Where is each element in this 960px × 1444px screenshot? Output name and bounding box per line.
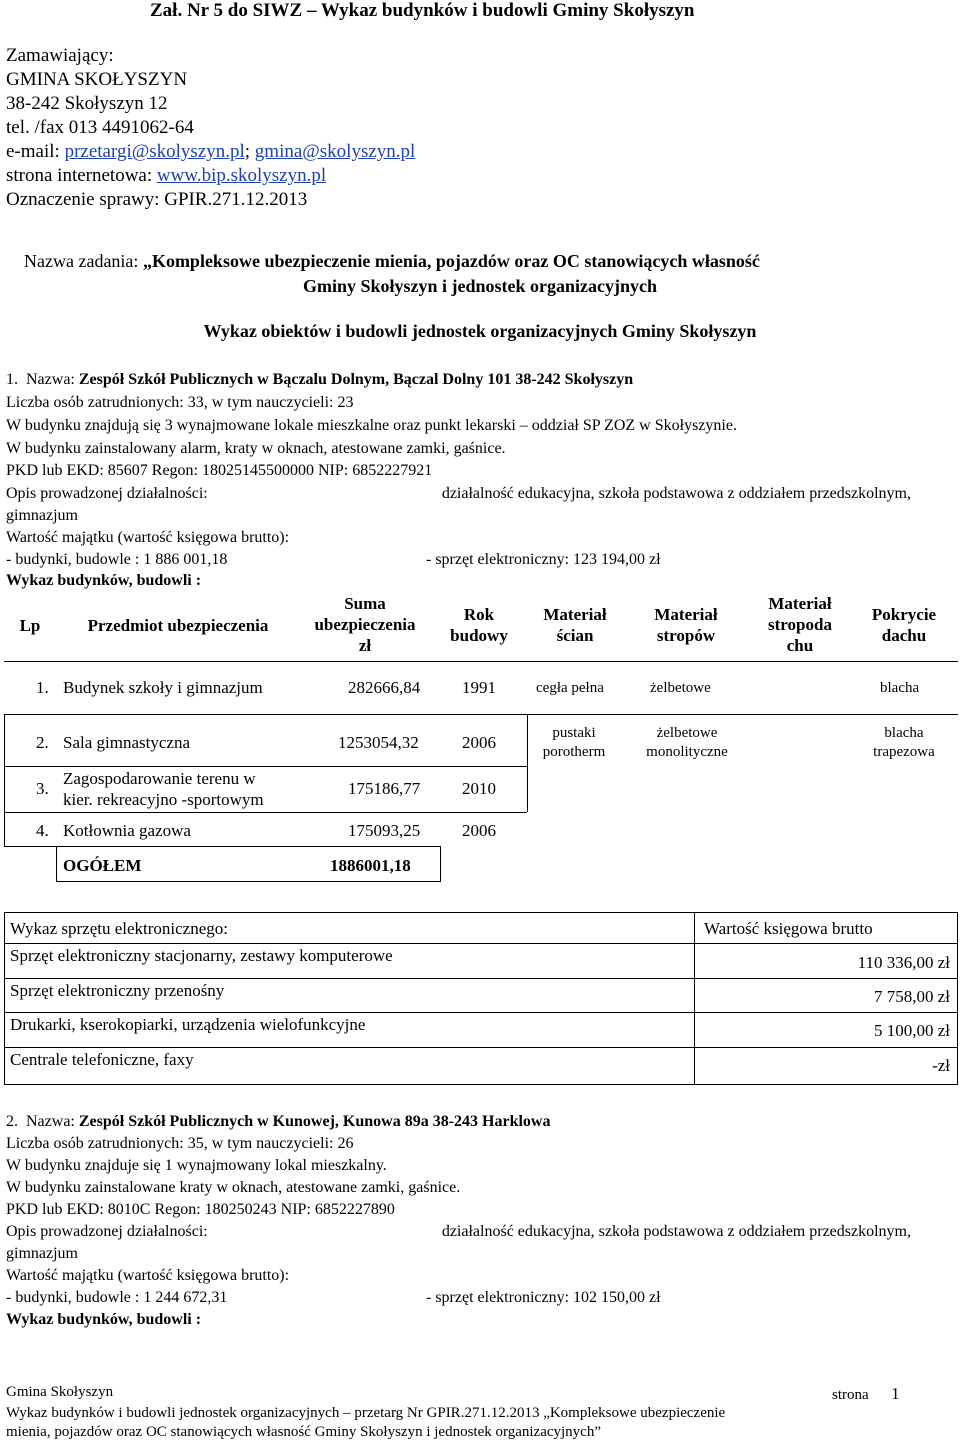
col-header-ceilings-l2: stropów <box>656 626 716 645</box>
footer-line3: mienia, pojazdów oraz OC stanowiących własność Gminy Skołyszyn i jednostek organizacyjnych” <box>6 1424 601 1440</box>
row2-walls-l2: porotherm <box>542 744 606 760</box>
row4-lp: 4. <box>36 821 49 840</box>
unit1-activity-line <box>6 485 911 503</box>
row3-lp: 3. <box>36 779 49 798</box>
task-title-line1 <box>24 251 760 272</box>
unit2-activity-label: Opis prowadzonej działalności: <box>6 1223 208 1240</box>
table-divider <box>4 714 958 715</box>
unit1-info2: W budynku zainstalowany alarm, kraty w oknach, atestowane zamki, gaśnice. <box>6 440 506 457</box>
table-divider <box>4 846 56 847</box>
row2-lp: 2. <box>36 733 49 752</box>
table-divider <box>527 714 528 812</box>
row1-lp: 1. <box>36 678 49 697</box>
col-header-top-ceiling-l3: chu <box>786 636 814 655</box>
row3-subject <box>63 768 264 810</box>
table-divider <box>4 943 958 944</box>
unit2-activity: działalność edukacyjna, szkoła podstawowa z oddziałem przedszkolnym, <box>441 1223 911 1240</box>
unit2-value-label: Wartość majątku (wartość księgowa brutto): <box>6 1267 290 1284</box>
row2-walls-l1: pustaki <box>552 725 596 741</box>
unit2-pkd: PKD lub EKD: 8010C Regon: 180250243 NIP: 6852227890 <box>6 1201 395 1218</box>
col-header-year-l2: budowy <box>450 626 508 645</box>
unit1-name-label: Nazwa: <box>26 371 79 388</box>
unit2-name-label: Nazwa: <box>26 1113 79 1130</box>
unit1-pkd: PKD lub EKD: 85607 Regon: 18025145500000 NIP: 6852227921 <box>6 462 433 479</box>
row2-subject: Sala gimnastyczna <box>63 733 190 752</box>
electronics-heading: Wykaz sprzętu elektronicznego: <box>10 919 228 938</box>
unit1-info1: W budynku znajdują się 3 wynajmowane lokale mieszkalne oraz punkt lekarski – oddział SP ZOZ w Skołyszynie. <box>6 417 737 434</box>
footer-page-number: 1 <box>891 1384 900 1403</box>
col-header-subject: Przedmiot ubezpieczenia <box>87 616 269 635</box>
row1-sum: 282666,84 <box>348 678 421 697</box>
electronics-item-name: Drukarki, kserokopiarki, urządzenia wielofunkcyjne <box>10 1015 366 1034</box>
col-header-roof-l1: Pokrycie <box>871 605 937 624</box>
row3-year: 2010 <box>462 779 496 798</box>
table-divider <box>4 812 527 813</box>
www-label: strona internetowa: <box>6 165 157 186</box>
footer-line2: Wykaz budynków i budowli jednostek organizacyjnych – przetarg Nr GPIR.271.12.2013 „Kompleksowe ubezpieczenie <box>6 1405 726 1421</box>
unit2-buildings-heading: Wykaz budynków, budowli : <box>6 1311 202 1328</box>
unit1-employees: Liczba osób zatrudnionych: 33, w tym nauczycieli: 23 <box>6 394 354 411</box>
row2-year: 2006 <box>462 733 496 752</box>
table-divider <box>4 714 5 846</box>
unit2-buildings-value: - budynki, budowle : 1 244 672,31 <box>6 1289 228 1306</box>
contractor-name: GMINA SKOŁYSZYN <box>6 69 188 90</box>
footer-page <box>832 1384 900 1404</box>
contractor-block <box>6 44 415 212</box>
col-header-sum-l2: ubezpieczenia <box>314 615 416 634</box>
electronics-item-name: Sprzęt elektroniczny stacjonarny, zestawy komputerowe <box>10 946 393 965</box>
total-value: 1886001,18 <box>330 856 411 875</box>
electronics-item-value: 5 100,00 zł <box>873 1021 950 1040</box>
unit1-buildings-heading: Wykaz budynków, budowli : <box>6 572 202 589</box>
electronics-item-value: -zł <box>932 1056 950 1075</box>
col-header-lp: Lp <box>19 616 41 635</box>
row4-sum: 175093,25 <box>348 821 421 840</box>
unit1-activity-label: Opis prowadzonej działalności: <box>6 485 208 502</box>
unit2-info1: W budynku znajduje się 1 wynajmowany lokal mieszkalny. <box>6 1157 387 1174</box>
row4-year: 2006 <box>462 821 496 840</box>
email-label: e-mail: <box>6 141 65 162</box>
col-header-top-ceiling <box>750 593 850 656</box>
unit2-number: 2. <box>6 1113 18 1130</box>
row2-roof-l1: blacha <box>884 725 924 741</box>
footer-page-label: strona <box>832 1387 869 1403</box>
unit1-activity: działalność edukacyjna, szkoła podstawowa z oddziałem przedszkolnym, <box>441 485 911 502</box>
unit2-name-line <box>6 1113 550 1131</box>
electronics-item-name: Centrale telefoniczne, faxy <box>10 1050 194 1069</box>
col-header-sum-l1: Suma <box>344 594 386 613</box>
col-header-walls-l1: Materiał <box>543 605 607 624</box>
col-header-year <box>432 604 526 646</box>
electronics-item-value: 110 336,00 zł <box>857 953 950 972</box>
row3-subject-l1: Zagospodarowanie terenu w <box>63 769 256 788</box>
row2-roof-l2: trapezowa <box>873 744 935 760</box>
row2-ceilings-l1: żelbetowe <box>656 725 718 741</box>
list-heading: Wykaz obiektów i budowli jednostek organizacyjnych Gminy Skołyszyn <box>203 321 757 341</box>
www-link[interactable]: www.bip.skolyszyn.pl <box>156 165 327 186</box>
electronics-item-name: Sprzęt elektroniczny przenośny <box>10 981 225 1000</box>
unit2-activity-line <box>6 1223 911 1241</box>
contractor-email-line <box>6 140 415 164</box>
unit2-name: Zespół Szkół Publicznych w Kunowej, Kunowa 89a 38-243 Harklowa <box>78 1113 551 1130</box>
col-header-ceilings-l1: Materiał <box>654 605 718 624</box>
row4-subject: Kotłownia gazowa <box>63 821 191 840</box>
email-link-gmina[interactable]: gmina@skolyszyn.pl <box>254 141 416 162</box>
task-title: „Kompleksowe ubezpieczenie mienia, pojazdów oraz OC stanowiących własność <box>142 251 760 271</box>
row1-subject: Budynek szkoły i gimnazjum <box>63 678 263 697</box>
unit1-name: Zespół Szkół Publicznych w Bączalu Dolnym, Bączal Dolny 101 38-242 Skołyszyn <box>78 371 634 388</box>
col-header-ceilings <box>636 604 736 646</box>
col-header-top-ceiling-l1: Materiał <box>768 594 832 613</box>
unit2-info2: W budynku zainstalowane kraty w oknach, atestowane zamki, gaśnice. <box>6 1179 461 1196</box>
case-number: Oznaczenie sprawy: GPIR.271.12.2013 <box>6 189 308 210</box>
table-divider <box>4 1012 958 1013</box>
unit2-activity-cont: gimnazjum <box>6 1245 78 1262</box>
row3-sum: 175186,77 <box>348 779 421 798</box>
col-header-walls-l2: ścian <box>556 626 594 645</box>
contractor-phone: tel. /fax 013 4491062-64 <box>6 117 194 138</box>
row2-roof <box>856 724 952 762</box>
unit1-buildings-value: - budynki, budowle : 1 886 001,18 <box>6 551 228 568</box>
contractor-heading: Zamawiający: <box>6 45 114 66</box>
unit1-activity-cont: gimnazjum <box>6 507 78 524</box>
row2-ceilings <box>632 724 742 762</box>
row3-subject-l2: kier. rekreacyjno -sportowym <box>63 790 264 809</box>
total-label: OGÓŁEM <box>63 856 142 875</box>
row2-ceilings-l2: monolityczne <box>646 744 728 760</box>
col-header-roof-l2: dachu <box>881 626 927 645</box>
attachment-title: Zał. Nr 5 do SIWZ – Wykaz budynków i budowli Gminy Skołyszyn <box>150 0 695 21</box>
task-title-line2: Gminy Skołyszyn i jednostek organizacyjnych <box>302 276 658 296</box>
row1-roof: blacha <box>880 680 920 696</box>
unit2-employees: Liczba osób zatrudnionych: 35, w tym nauczycieli: 26 <box>6 1135 354 1152</box>
task-label: Nazwa zadania: <box>24 251 143 271</box>
col-header-top-ceiling-l2: stropoda <box>768 615 832 634</box>
col-header-year-l1: Rok <box>463 605 495 624</box>
email-link-przetargi[interactable]: przetargi@skolyszyn.pl <box>64 141 245 162</box>
table-divider <box>4 661 958 662</box>
table-divider <box>4 766 527 767</box>
unit1-name-line <box>6 371 633 389</box>
unit2-electronics-value: - sprzęt elektroniczny: 102 150,00 zł <box>426 1289 661 1306</box>
col-header-walls <box>528 604 622 646</box>
unit1-number: 1. <box>6 371 18 388</box>
contractor-address: 38-242 Skołyszyn 12 <box>6 93 168 114</box>
electronics-item-value: 7 758,00 zł <box>873 987 950 1006</box>
unit1-electronics-value: - sprzęt elektroniczny: 123 194,00 zł <box>426 551 661 568</box>
table-divider <box>4 978 958 979</box>
email-separator: ; <box>244 141 255 162</box>
footer-left: Gmina Skołyszyn <box>6 1384 114 1400</box>
table-divider <box>4 1047 958 1048</box>
contractor-www-line <box>6 164 415 188</box>
unit1-value-label: Wartość majątku (wartość księgowa brutto): <box>6 529 290 546</box>
row2-walls <box>530 724 618 762</box>
row1-walls: cegła pełna <box>536 680 604 696</box>
row1-ceilings: żelbetowe <box>650 680 711 696</box>
table-divider <box>694 912 695 1085</box>
row2-sum: 1253054,32 <box>338 733 419 752</box>
col-header-sum-l3: zł <box>358 636 372 655</box>
col-header-sum <box>300 593 430 656</box>
electronics-value-heading: Wartość księgowa brutto <box>704 919 873 938</box>
row1-year: 1991 <box>462 678 496 697</box>
col-header-roof <box>852 604 956 646</box>
